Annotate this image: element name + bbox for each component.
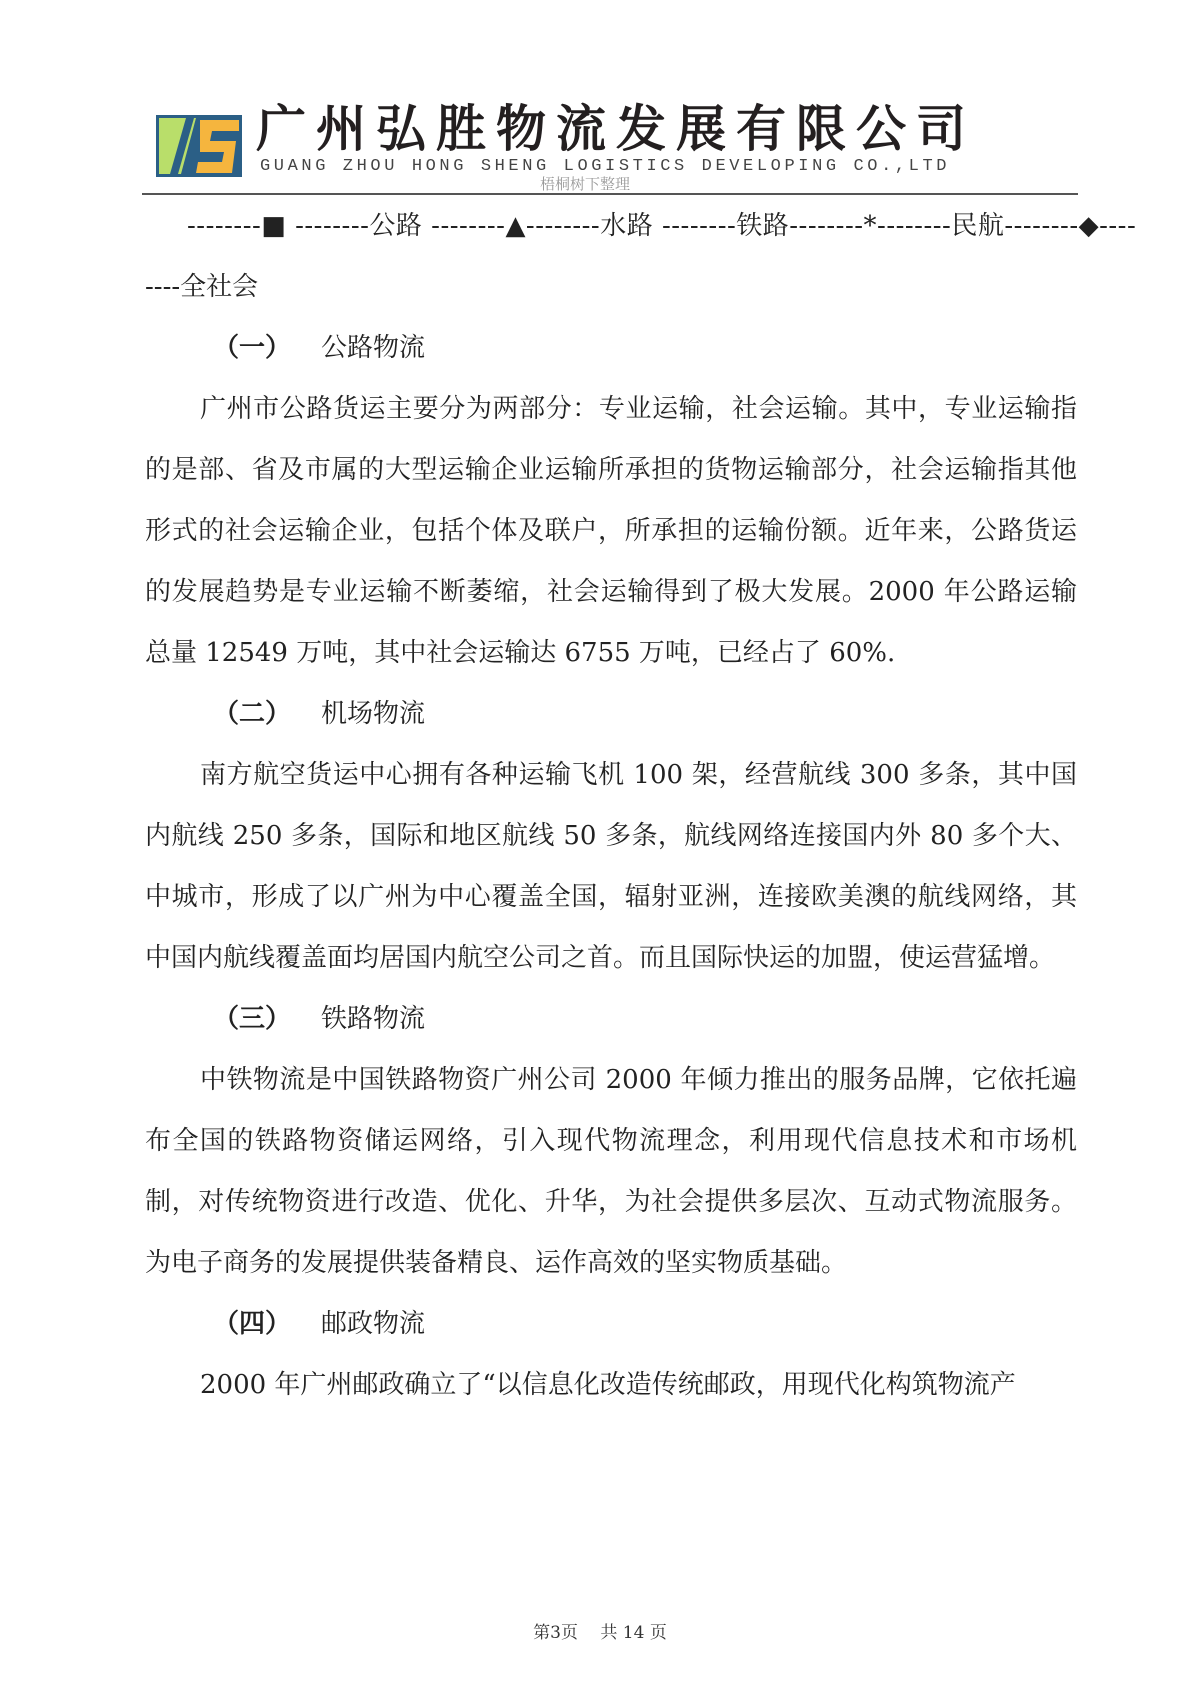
section-title: 机场物流 <box>321 699 426 729</box>
section-number: （一） <box>213 333 292 363</box>
section-title: 公路物流 <box>321 333 426 363</box>
watermark: 梧桐树下整理 <box>540 175 631 193</box>
section-number: （四） <box>213 1309 292 1339</box>
section-title: 铁路物流 <box>321 1004 426 1034</box>
document-body <box>145 196 1137 1416</box>
paragraph: 中铁物流是中国铁路物资广州公司 2000 年倾力推出的服务品牌，它依托遍布全国的铁路物资储运网络，引入现代物流理念，利用现代信息技术和市场机制，对传统物资进行改造、优化、升华，为社会提供多层次、互动式物流服务。为电子商务的发展提供装备精良、运作高效的坚实物质基础。 <box>145 1065 1077 1278</box>
company-logo <box>156 115 242 177</box>
section-heading <box>145 684 1077 745</box>
section-heading <box>145 318 1077 379</box>
paragraph: 南方航空货运中心拥有各种运输飞机 100 架，经营航线 300 多条，其中国内航线 250 多条，国际和地区航线 50 多条，航线网络连接国内外 80 多个大、中城市，形成了以广州为中心覆盖全国，辐射亚洲，连接欧美澳的航线网络，其中国内航线覆盖面均居国内航空公司之首。而且国际快运的加盟，使运营猛增。 <box>145 760 1077 973</box>
chart-legend-line: ----全社会 <box>145 272 259 302</box>
company-name-cn: 广州弘胜物流发展有限公司 <box>256 100 976 158</box>
header-rule <box>142 193 1078 195</box>
paragraph: 广州市公路货运主要分为两部分：专业运输，社会运输。其中，专业运输指的是部、省及市属的大型运输企业运输所承担的货物运输部分，社会运输指其他形式的社会运输企业，包括个体及联户，所承担的运输份额。近年来，公路货运的发展趋势是专业运输不断萎缩，社会运输得到了极大发展。2000 年公路运输总量 12549 万吨，其中社会运输达 6755 万吨，已经占了 60%. <box>145 394 1077 668</box>
section-number: （二） <box>213 699 292 729</box>
section-title: 邮政物流 <box>321 1309 426 1339</box>
paragraph: 2000 年广州邮政确立了“以信息化改造传统邮政，用现代化构筑物流产 <box>200 1370 1016 1400</box>
section-heading <box>145 989 1077 1050</box>
section-number: （三） <box>213 1004 292 1034</box>
company-name-en: GUANG ZHOU HONG SHENG LOGISTICS DEVELOPING CO.,LTD <box>260 157 951 176</box>
section-heading <box>145 1294 1077 1355</box>
page-number: 第3页 共 14 页 <box>533 1623 667 1643</box>
chart-legend-line: --------■ --------公路 --------▲--------水路 --------铁路--------*--------民航--------◆---- <box>187 211 1137 241</box>
